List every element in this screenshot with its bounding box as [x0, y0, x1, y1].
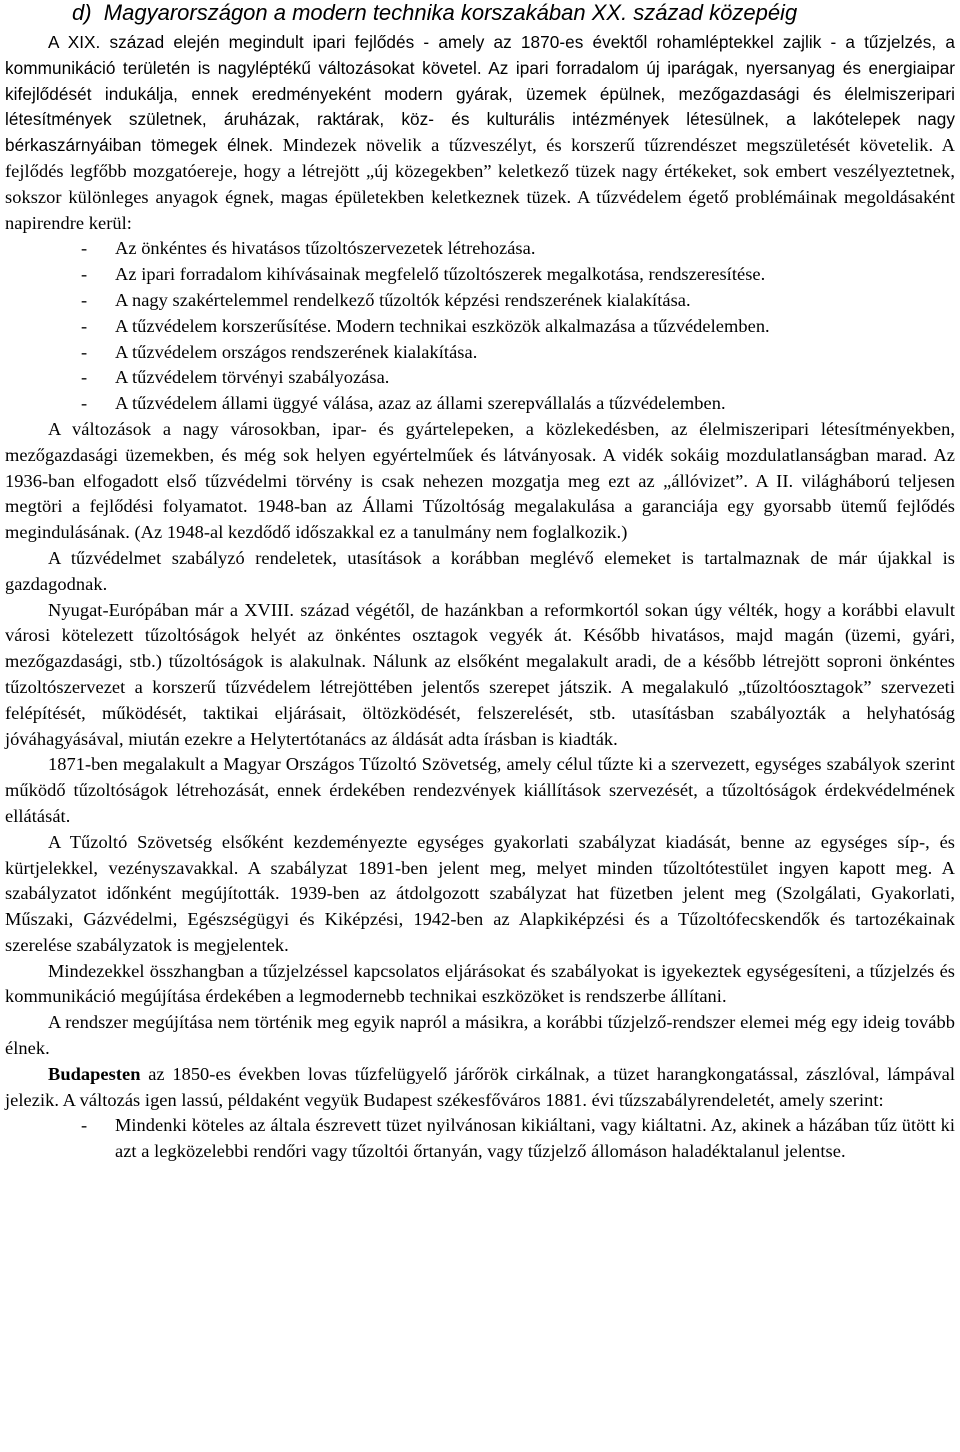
paragraph-2: A változások a nagy városokban, ipar- és gyártelepeken, a közlekedésben, az élelmiszeripari létesítményekben, mezőgazdasági üzemekben, és még sok helyen egyértelműek és látványosak. A vidék sokáig mozdulatlanságban marad. Az 1936-ban elfogadott első tűzvédelmi törvény is csak nehezen mozgatja meg ezt az „állóvizet”. A II. világháború teljesen megtöri a fejlődési folyamatot. 1948-ban az Állami Tűzoltóság megalakulása a garanciája egy gyorsabb ütemű fejlődés megindulásának. (Az 1948-al kezdődő időszakkal ez a tanulmány nem foglalkozik.)	[5, 418, 955, 543]
regulation-list	[5, 1113, 955, 1165]
list-item	[5, 236, 955, 262]
paragraph-9-text: az 1850-es években lovas tűzfelügyelő járőrök cirkálnak, a tüzet harangkongatással, zászlóval, lámpával jelezik. A változás igen lassú, példaként vegyük Budapest székesfőváros 1881. évi tűzszabályrendeletét, amely szerint:	[5, 1063, 955, 1110]
list-dash: -	[81, 1115, 88, 1136]
paragraph-1-serif: Mindezek növelik a tűzveszélyt, és korszerű tűzrendészet megszületését követelik. A fejlődés legfőbb mozgatóereje, hogy a létrejött „új közegekben” keletkező tüzek nagy értékeket, sok embert veszélyeztetnek, sokszor különleges anyagok égnek, magas épületekben keletkeznek tüzek. A tűzvédelem égető problémáinak megoldásaként napirendre kerül:	[5, 135, 956, 233]
list-dash: -	[81, 367, 88, 388]
list-dash: -	[81, 315, 88, 336]
document-body	[5, 30, 955, 1165]
list-item-text: A tűzvédelem törvényi szabályozása.	[115, 367, 390, 388]
list-item	[5, 365, 955, 391]
list-item	[5, 1113, 955, 1165]
paragraph-7: Mindezekkel összhangban a tűzjelzéssel kapcsolatos eljárásokat és szabályokat is igyekeztek egységesíteni, a tűzjelzés és kommunikáció megújítása érdekében a legmodernebb technikai eszközöket is rendszerbe állítani.	[5, 960, 955, 1007]
list-item-text: Az önkéntes és hivatásos tűzoltószervezetek létrehozása.	[115, 238, 536, 259]
list-item	[5, 340, 955, 366]
section-heading: d) Magyarországon a modern technika korszakában XX. század közepéig	[72, 0, 798, 25]
list-item	[5, 288, 955, 314]
paragraph-6: A Tűzoltó Szövetség elsőként kezdeményezte egységes gyakorlati szabályzat kiadását, benne az egységes síp-, és kürtjelekkel, vezényszavakkal. A szabályzat 1891-ben jelent meg, melyet minden tűzoltótestület ingyen kapott meg. A szabályzatot időnként megújították. 1939-ben az átdolgozott szabályzat hat füzetben jelent meg (Szolgálati, Gyakorlati, Műszaki, Gázvédelmi, Egészségügyi és Kiképzési, 1942-ben az Alapkiképzési és a Tűzoltófecskendők és tartozékainak szerelése szabályzatok is megjelentek.	[5, 831, 955, 955]
paragraph-1-sans-cont: Az ipari forradalom új iparágak, nyersanyag és energiaipar kifejlődését indukálja, ennek eredményeként modern gyárak, üzemek épülnek, mezőgazdasági és élelmiszeripari létesítmények születnek, áruházak, raktárak, köz- és kulturális intézmények létesülnek, a lakótelepek nagy bérkaszárnyáiban tömegek élnek.	[5, 57, 956, 156]
paragraph-9	[5, 1062, 955, 1114]
list-dash: -	[81, 341, 88, 362]
document-page	[5, 0, 955, 1165]
list-item-text: A nagy szakértelemmel rendelkező tűzoltók képzési rendszerének kialakítása.	[115, 289, 691, 310]
paragraph-5: 1871-ben megalakult a Magyar Országos Tűzoltó Szövetség, amely célul tűzte ki a szervezett, egységes szabályok szerint működő tűzoltóságok létrehozását, ennek érdekében rendezvények kiállítások szervezését, a tűzoltóságok érdekvédelmének ellátását.	[5, 754, 955, 826]
list-dash: -	[81, 238, 88, 259]
list-item	[5, 391, 955, 417]
list-item	[5, 262, 955, 288]
paragraph-1-sans: A XIX. század elején megindult ipari fejlődés - amely az 1870-es évektől rohamléptekkel zajlik - a tűzjelzés, a kommunikáció területén is nagyléptékű változásokat követel.	[5, 32, 955, 78]
list-item-text: A tűzvédelem állami üggyé válása, azaz az állami szerepvállalás a tűzvédelemben.	[115, 393, 726, 414]
list-item-text: A tűzvédelem korszerűsítése. Modern technikai eszközök alkalmazása a tűzvédelemben.	[115, 315, 770, 336]
list-dash: -	[81, 289, 88, 310]
city-name-bold: Budapesten	[48, 1063, 141, 1084]
list-item	[5, 314, 955, 340]
list-item-text: Az ipari forradalom kihívásainak megfelelő tűzoltószerek megalkotása, rendszeresítése.	[115, 264, 766, 285]
list-dash: -	[81, 393, 88, 414]
paragraph-8: A rendszer megújítása nem történik meg egyik napról a másikra, a korábbi tűzjelző-rendszer elemei még egy ideig tovább élnek.	[5, 1012, 955, 1059]
list-dash: -	[81, 264, 88, 285]
paragraph-3: A tűzvédelmet szabályzó rendeletek, utasítások a korábban meglévő elemeket is tartalmaznak de már újakkal is gazdagodnak.	[5, 547, 955, 594]
measures-list	[5, 236, 955, 417]
paragraph-1	[5, 30, 955, 236]
paragraph-4: Nyugat-Európában már a XVIII. század végétől, de hazánkban a reformkortól sokan úgy vélték, hogy a korábbi elavult városi kötelezett tűzoltóságok helyét az önkéntes osztagok vegyék át. Később hivatásos, majd magán (üzemi, gyári, mezőgazdasági, stb.) tűzoltóságok is alakulnak. Nálunk az elsőként megalakult aradi, de a később létrejött soproni önkéntes tűzoltószervezet a korszerű tűzvédelem létrejöttében jelentős szerepet játszik. A megalakuló „tűzoltóosztagok” szervezeti felépítését, működését, taktikai eljárásait, öltözködését, felszerelését, stb. utasításban szabályozták a helyhatóság jóváhagyásával, miután ezekre a Helytertótanács az áldását adta írásban is kiadták.	[5, 599, 955, 749]
list-item-text: A tűzvédelem országos rendszerének kialakítása.	[115, 341, 478, 362]
list-item-text: Mindenki köteles az általa észrevett tüzet nyilvánosan kikiáltani, vagy kiáltatni. Az, akinek a házában tűz ütött ki azt a legközelebbi rendőri vagy tűzoltói őrtanyán, vagy tűzjelző állomáson haladéktalanul jelentse.	[115, 1115, 955, 1162]
